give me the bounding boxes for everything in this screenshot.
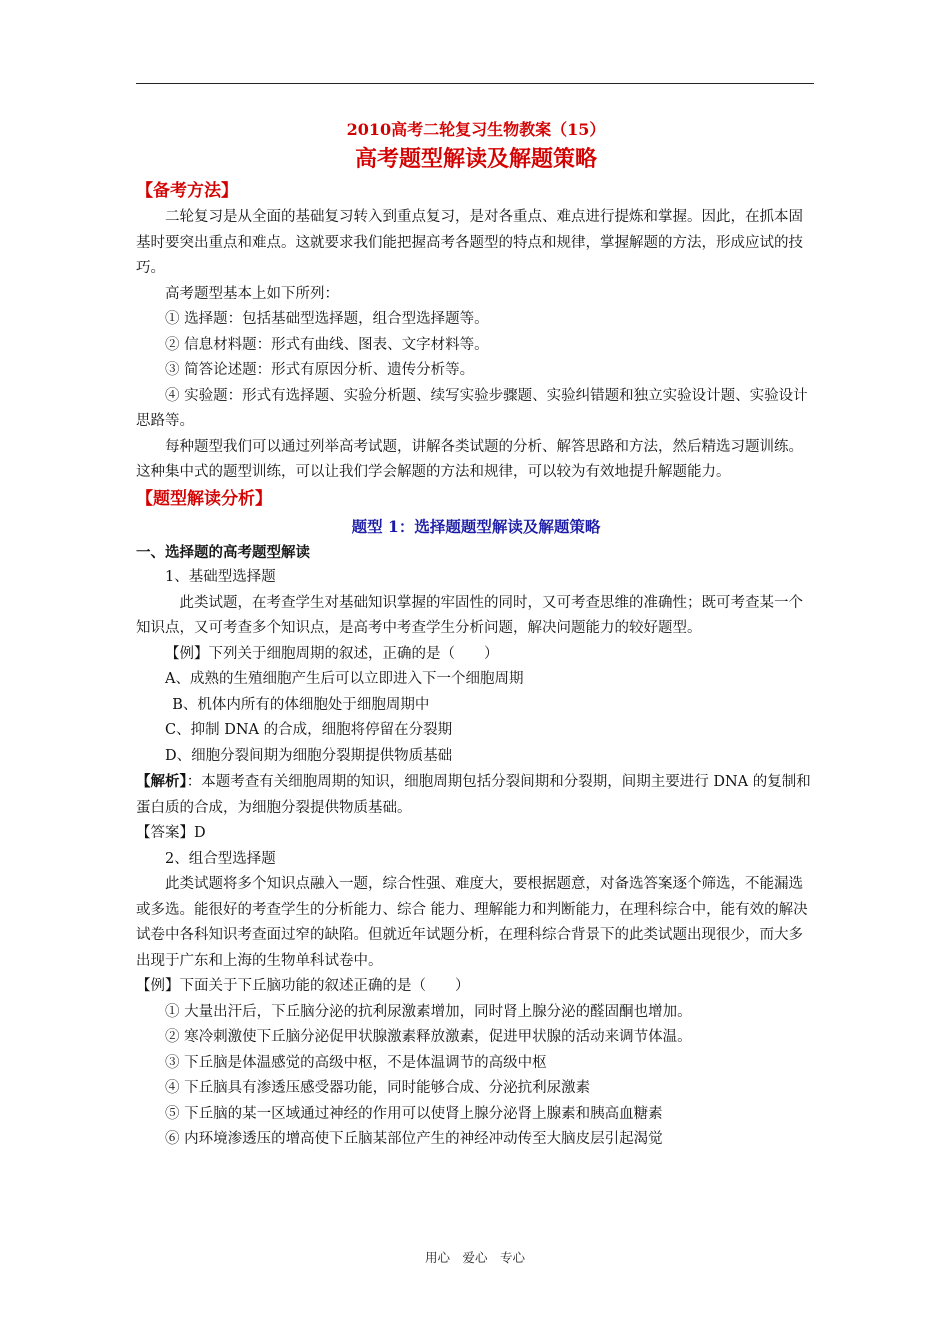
question-type-item: ③ 简答论述题：形式有原因分析、遗传分析等。: [165, 362, 475, 378]
question-type-subtitle: 题型 1：选择题题型解读及解题策略: [351, 516, 601, 536]
prep-paragraph-1: 二轮复习是从全面的基础复习转入到重点复习，是对各重点、难点进行提炼和掌握。因此，在抓本固基时要突出重点和难点。这就要求我们能把握高考各题型的特点和规律，掌握解题的方法，形成应试的技巧。: [136, 209, 803, 276]
page-footer: 用心 爱心 专心: [424, 1250, 525, 1265]
document-subtitle: 高考题型解读及解题策略: [354, 146, 597, 172]
section-heading-prep: 【备考方法】: [136, 181, 238, 201]
question-type-item: ① 选择题：包括基础型选择题，组合型选择题等。: [165, 311, 489, 327]
example-1-answer: 【答案】D: [136, 825, 206, 841]
example-2-statement: ⑤ 下丘脑的某一区域通过神经的作用可以使肾上腺分泌肾上腺素和胰高血糖素: [165, 1105, 663, 1122]
example-2-statement: ⑥ 内环境渗透压的增高使下丘脑某部位产生的神经冲动传至大脑皮层引起渴觉: [165, 1131, 663, 1147]
example-1-option-b: B、机体内所有的体细胞处于细胞周期中: [172, 696, 430, 713]
example-1-question: 【例】下列关于细胞周期的叙述，正确的是（ ）: [165, 645, 499, 662]
example-1-option-d: D、细胞分裂间期为细胞分裂期提供物质基础: [165, 747, 453, 764]
example-1-option-a: A、成熟的生殖细胞产生后可以立即进入下一个细胞周期: [165, 671, 524, 687]
section-heading-analysis: 【题型解读分析】: [136, 488, 272, 509]
question-type-item: ② 信息材料题：形式有曲线、图表、文字材料等。: [165, 336, 489, 353]
header-rule: [136, 83, 814, 84]
example-1-analysis: [136, 769, 816, 821]
subsection-heading: 一、选择题的高考题型解读: [136, 543, 310, 561]
document-body: [136, 118, 816, 1153]
example-2-statement: ② 寒冷刺激使下丘脑分泌促甲状腺激素释放激素，促进甲状腺的活动来调节体温。: [165, 1029, 692, 1045]
question-type-item: ④ 实验题：形式有选择题、实验分析题、续写实验步骤题、实验纠错题和独立实验设计题、实验设计思路等。: [136, 387, 808, 429]
example-2-statement: ③ 下丘脑是体温感觉的高级中枢，不是体温调节的高级中枢: [165, 1054, 547, 1071]
prep-paragraph-3: 每种题型我们可以通过列举高考试题，讲解各类试题的分析、解答思路和方法，然后精选习题训练。这种集中式的题型训练，可以让我们学会解题的方法和规律，可以较为有效地提升解题能力。: [136, 438, 803, 480]
example-2-statement: ④ 下丘脑具有渗透压感受器功能，同时能够合成、分泌抗利尿激素: [165, 1080, 591, 1096]
combo-type-title: 2、组合型选择题: [165, 850, 276, 867]
basic-type-title: 1、基础型选择题: [165, 569, 276, 585]
prep-paragraph-2: 高考题型基本上如下所列：: [165, 285, 339, 302]
analysis-text: ：本题考查有关细胞周期的知识，细胞周期包括分裂间期和分裂期，间期主要进行 DNA 的复制和蛋白质的合成，为细胞分裂提供物质基础。: [136, 774, 811, 816]
document-title: 2010高考二轮复习生物教案（15）: [346, 120, 606, 139]
example-2-question: 【例】下面关于下丘脑功能的叙述正确的是（ ）: [136, 978, 470, 994]
combo-type-description: 此类试题将多个知识点融入一题，综合性强、难度大，要根据题意，对备选答案逐个筛选，不能漏选或多选。能很好的考查学生的分析能力、综合 能力、理解能力和判断能力，在理科综合中，能有效的解决试卷中各科知识考查面过窄的缺陷。但就近年试题分析，在理科综合背景下的此类试题出现很少，而大多出现于广东和上海的生物单科试卷中。: [136, 876, 808, 969]
analysis-label: 【解析】: [136, 773, 187, 790]
example-1-option-c: C、抑制 DNA 的合成，细胞将停留在分裂期: [165, 722, 453, 738]
example-2-statement: ① 大量出汗后，下丘脑分泌的抗利尿激素增加，同时肾上腺分泌的醛固酮也增加。: [165, 1003, 692, 1020]
basic-type-description: 此类试题，在考查学生对基础知识掌握的牢固性的同时，又可考查思维的准确性；既可考查某一个知识点，又可考查多个知识点，是高考中考查学生分析问题，解决问题能力的较好题型。: [136, 594, 803, 636]
